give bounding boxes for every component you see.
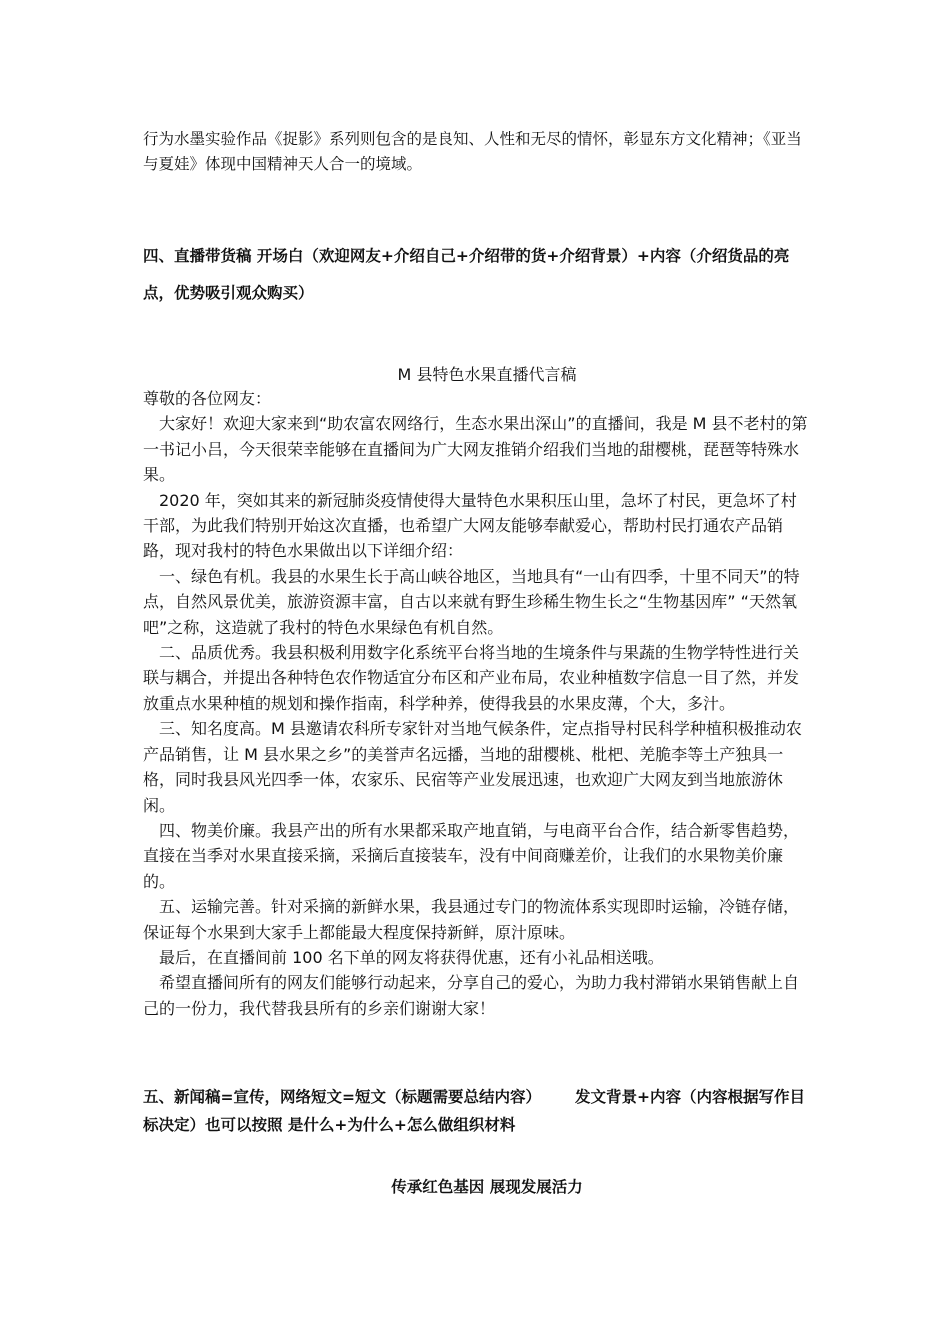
speech-paragraph: 最后，在直播间前 100 名下单的网友将获得优惠，还有小礼品相送哦。 [159,947,664,967]
section-4-heading: 四、直播带货稿 开场白（欢迎网友+介绍自己+介绍带的货+介绍背景）+内容（介绍货品的亮点，优势吸引观众购买） [143,247,790,302]
speech-paragraph: 五、运输完善。针对采摘的新鲜水果，我县通过专门的物流体系实现即时运输，冷链存储，保证每个水果到大家手上都能最大程度保持新鲜，原汁原味。 [143,897,800,942]
section-5-heading-part1: 五、新闻稿=宣传，网络短文=短文（标题需要总结内容） [143,1088,541,1106]
speech-paragraph: 大家好！欢迎大家来到“助农富农网络行，生态水果出深山”的直播间，我是 M 县不老村的第一书记小吕，今天很荣幸能够在直播间为广大网友推销介绍我们当地的甜樱桃，琵琶等特殊水果。 [143,414,808,485]
speech-paragraph: 一、绿色有机。我县的水果生长于高山峡谷地区，当地具有“一山有四季，十里不同天”的特点，自然风景优美，旅游资源丰富，自古以来就有野生珍稀生物生长之“生物基因库” “天然氧吧”之称，这造就了我村的特色水果绿色有机自然。 [143,566,800,637]
speech-paragraph: 四、物美价廉。我县产出的所有水果都采取产地直销，与电商平台合作，结合新零售趋势，直接在当季对水果直接采摘，采摘后直接装车，没有中间商赚差价，让我们的水果物美价廉的。 [143,820,800,891]
intro-paragraph: 行为水墨实验作品《捉影》系列则包含的是良知、人性和无尽的情怀，彰显东方文化精神；《亚当与夏娃》体现中国精神天人合一的境域。 [143,130,802,173]
speech-salutation: 尊敬的各位网友： [143,389,272,408]
speech-body [143,386,809,1021]
news-title: 传承红色基因 展现发展活力 [391,1178,583,1196]
speech-paragraph: 二、品质优秀。我县积极利用数字化系统平台将当地的生境条件与果蔬的生物学特性进行关联与耦合，并提出各种特色农作物适宜分布区和产业布局，农业种植数字信息一目了然，并发放重点水果种植的规划和操作指南，科学种养，使得我县的水果皮薄，个大，多汁。 [143,643,800,713]
speech-paragraph: 三、知名度高。M 县邀请农科所专家针对当地气候条件，定点指导村民科学种植积极推动农产品销售，让 M 县水果之乡”的美誉声名远播，当地的甜樱桃、枇杷、羌脆李等土产独具一格，同时我县风光四季一体，农家乐、民宿等产业发展迅速，也欢迎广大网友到当地旅游休闲。 [143,719,802,815]
speech-title: M 县特色水果直播代言稿 [397,365,577,384]
section-5-heading [143,1083,809,1139]
speech-paragraph: 希望直播间所有的网友们能够行动起来，分享自己的爱心，为助力我村滞销水果销售献上自己的一份力，我代替我县所有的乡亲们谢谢大家！ [143,973,800,1018]
speech-paragraph: 2020 年，突如其来的新冠肺炎疫情使得大量特色水果积压山里，急坏了村民，更急坏了村干部，为此我们特别开始这次直播，也希望广大网友能够奉献爱心，帮助村民打通农产品销路，现对我村的特色水果做出以下详细介绍： [143,490,797,561]
section-5-heading-part2: 发文背景+内容（内容根据写作目标决定）也可以按照 是什么+为什么+怎么做组织材料 [143,1088,805,1134]
